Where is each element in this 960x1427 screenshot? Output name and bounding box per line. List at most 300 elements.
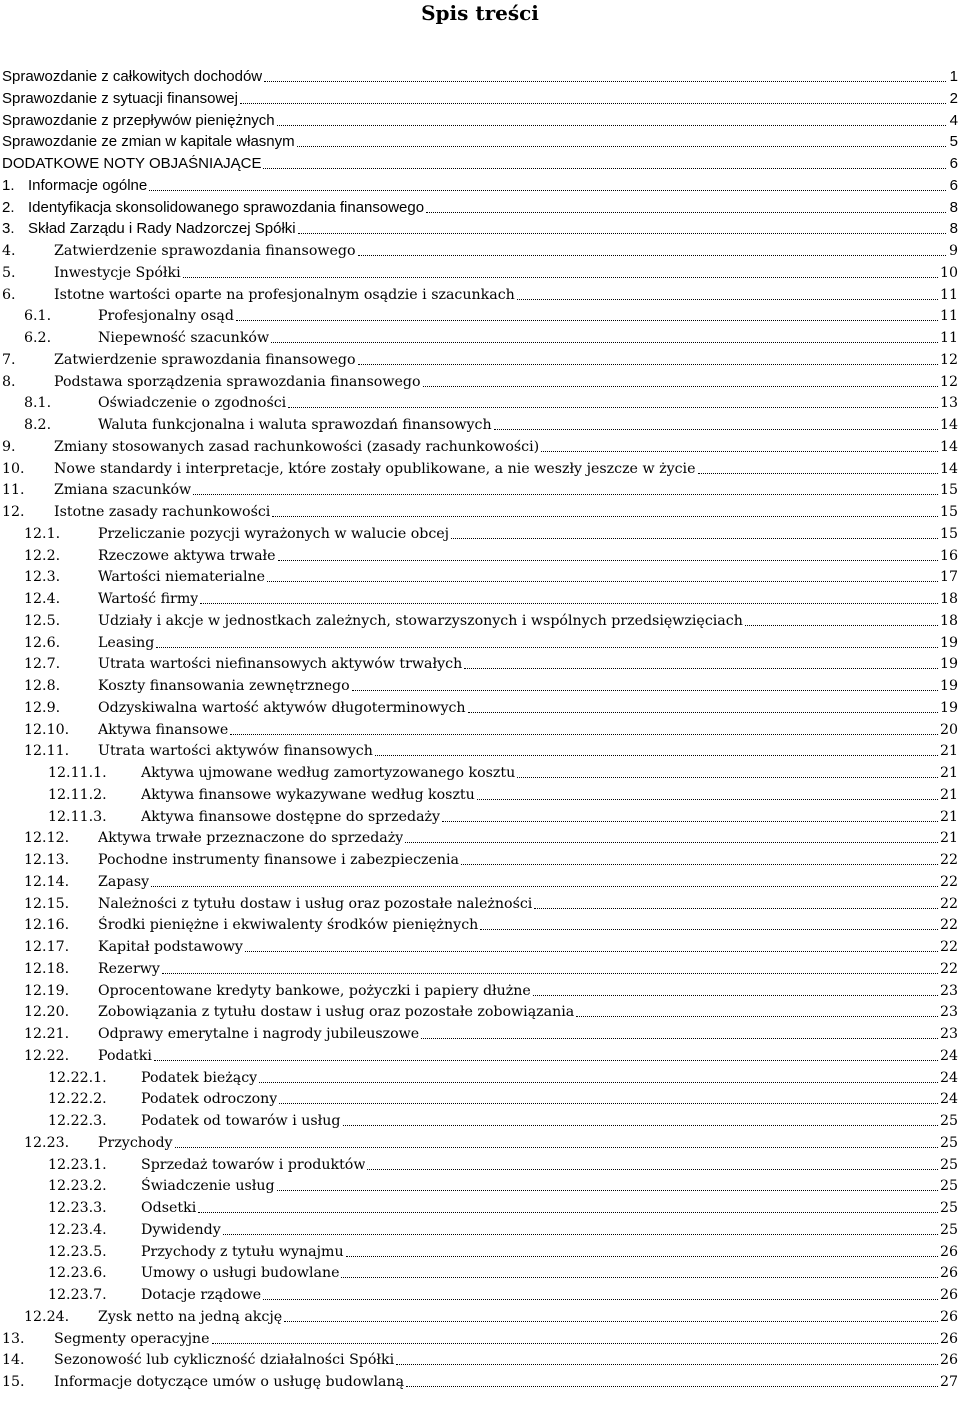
toc-entry[interactable]	[0, 738, 960, 760]
toc-entry-title: Aktywa trwałe przeznaczone do sprzedaży	[98, 830, 404, 847]
dot-leader	[534, 908, 938, 909]
toc-entry-number: 12.1.	[24, 525, 61, 542]
toc-entry[interactable]	[0, 129, 960, 151]
toc-entry-title: Informacje dotyczące umów o usługę budowlaną	[54, 1374, 405, 1390]
toc-entry[interactable]	[0, 1108, 960, 1130]
toc-entry[interactable]	[0, 1239, 960, 1261]
toc-entry-number: 6.2.	[24, 330, 52, 346]
toc-entry-title: Podatek odroczony	[141, 1091, 278, 1108]
toc-entry-page: 12	[939, 373, 958, 390]
toc-entry-title: Umowy o usługi budowlane	[141, 1265, 340, 1282]
toc-entry-page: 20	[939, 721, 958, 738]
dot-leader	[278, 560, 938, 561]
toc-entry-page: 26	[939, 1330, 958, 1347]
toc-entry-number: 6.	[2, 286, 16, 303]
dot-leader	[277, 1190, 938, 1191]
toc-entry-title: Utrata wartości aktywów finansowych	[98, 743, 373, 760]
toc-entry-title: Skład Zarządu i Rady Nadzorczej Spółki	[28, 220, 296, 238]
dot-leader	[343, 1125, 938, 1126]
toc-entry-page: 22	[939, 873, 958, 890]
toc-entry-title: Oprocentowane kredyty bankowe, pożyczki i papiery dłużne	[98, 982, 531, 999]
toc-entry-title: Segmenty operacyjne	[54, 1330, 210, 1347]
toc-entry-title: Zmiana szacunków	[54, 482, 192, 499]
toc-entry-number: 12.18.	[24, 960, 70, 977]
toc-entry[interactable]	[0, 390, 960, 412]
toc-entry-number: 12.23.2.	[48, 1178, 107, 1195]
toc-entry[interactable]	[0, 303, 960, 325]
toc-entry[interactable]	[0, 695, 960, 717]
toc-entry[interactable]	[0, 151, 960, 173]
toc-entry-page: 22	[939, 960, 958, 977]
toc-entry-title: Dywidendy	[141, 1221, 221, 1238]
toc-entry-page: 24	[939, 1091, 958, 1108]
toc-entry-title: Koszty finansowania zewnętrznego	[98, 678, 350, 694]
toc-entry-number: 12.22.3.	[48, 1113, 107, 1129]
toc-entry-number: 8.2.	[24, 417, 52, 433]
toc-entry-title: Odzyskiwalna wartość aktywów długoterminowych	[98, 699, 466, 716]
toc-entry-title: Zatwierdzenie sprawozdania finansowego	[54, 243, 356, 259]
dot-leader	[193, 494, 938, 495]
toc-entry-number: 12.23.3.	[48, 1200, 107, 1216]
toc-entry[interactable]	[0, 347, 960, 369]
toc-entry-page: 23	[939, 982, 958, 999]
toc-entry[interactable]	[0, 869, 960, 891]
toc-entry[interactable]	[0, 456, 960, 478]
toc-entry-title: Zobowiązania z tytułu dostaw i usług oraz pozostałe zobowiązania	[98, 1004, 575, 1021]
dot-leader	[279, 1103, 938, 1104]
toc-entry-page: 26	[939, 1352, 958, 1369]
toc-entry-page: 6	[949, 176, 958, 194]
toc-entry-page: 22	[939, 917, 958, 934]
toc-entry-title: DODATKOWE NOTY OBJAŚNIAJĄCE	[2, 155, 262, 172]
toc-entry-page: 21	[939, 830, 958, 847]
dot-leader	[423, 386, 938, 387]
toc-entry[interactable]	[0, 804, 960, 826]
toc-entry[interactable]	[0, 543, 960, 565]
toc-entry-title: Aktywa ujmowane według zamortyzowanego kosztu	[141, 765, 516, 781]
toc-entry[interactable]	[0, 564, 960, 586]
toc-entry-number: 12.23.7.	[48, 1287, 107, 1303]
toc-entry-page: 18	[939, 612, 958, 629]
dot-leader	[464, 668, 938, 669]
toc-entry-page: 17	[939, 569, 958, 586]
toc-entry[interactable]	[0, 86, 960, 108]
dot-leader	[198, 1212, 938, 1213]
toc-entry[interactable]	[0, 673, 960, 695]
dot-leader	[480, 929, 938, 930]
dot-leader	[183, 277, 938, 278]
toc-entry-page: 27	[939, 1374, 958, 1390]
toc-entry-number: 12.10.	[24, 721, 70, 738]
toc-entry[interactable]	[0, 760, 960, 782]
dot-leader	[288, 407, 938, 408]
toc-entry[interactable]	[0, 1086, 960, 1108]
dot-leader	[576, 1016, 938, 1017]
toc-entry-number: 12.23.5.	[48, 1243, 107, 1260]
dot-leader	[175, 1147, 938, 1148]
toc-entry-number: 4.	[2, 243, 16, 259]
dot-leader	[284, 1321, 938, 1322]
toc-entry-title: Rezerwy	[98, 960, 160, 977]
page-title: Spis treści	[421, 1, 539, 25]
toc-entry-number: 15.	[2, 1374, 25, 1390]
toc-entry-title: Aktywa finansowe	[98, 721, 229, 738]
toc-entry-page: 19	[939, 656, 958, 673]
toc-entry[interactable]	[0, 1347, 960, 1369]
toc-entry[interactable]	[0, 1173, 960, 1195]
toc-entry-title: Aktywa finansowe dostępne do sprzedaży	[141, 808, 441, 825]
toc-entry-page: 23	[939, 1004, 958, 1021]
toc-entry[interactable]	[0, 1130, 960, 1152]
toc-entry-number: 12.	[2, 504, 25, 520]
toc-entry-number: 7.	[2, 351, 16, 368]
toc-entry-number: 12.5.	[24, 612, 61, 629]
toc-entry-number: 12.22.1.	[48, 1069, 107, 1086]
toc-entry-title: Istotne wartości oparte na profesjonalnym osądzie i szacunkach	[54, 286, 515, 303]
toc-entry-number: 12.23.1.	[48, 1156, 107, 1173]
toc-entry-title: Informacje ogólne	[28, 176, 148, 194]
toc-entry-page: 25	[939, 1178, 958, 1195]
dot-leader	[298, 233, 946, 234]
toc-entry-title: Zmiany stosowanych zasad rachunkowości (zasady rachunkowości)	[54, 438, 540, 455]
dot-leader	[451, 538, 938, 539]
toc-entry-page: 26	[939, 1308, 958, 1325]
toc-entry-number: 12.6.	[24, 634, 61, 651]
dot-leader	[200, 603, 938, 604]
toc-entry[interactable]	[0, 1152, 960, 1174]
toc-entry-page: 21	[939, 765, 958, 781]
toc-entry-title: Sprawozdanie z całkowitych dochodów	[2, 68, 263, 85]
dot-leader	[272, 516, 938, 517]
toc-entry[interactable]	[0, 912, 960, 934]
toc-entry[interactable]	[0, 521, 960, 543]
toc-entry-page: 22	[939, 852, 958, 868]
toc-entry-page: 11	[939, 286, 958, 303]
toc-entry-page: 14	[939, 460, 958, 477]
toc-entry-number: 12.3.	[24, 569, 61, 586]
toc-entry-number: 12.14.	[24, 873, 70, 890]
dot-leader	[346, 1256, 938, 1257]
dot-leader	[277, 125, 946, 126]
dot-leader	[271, 342, 938, 343]
toc-entry[interactable]	[0, 477, 960, 499]
toc-entry-page: 25	[939, 1156, 958, 1173]
toc-entry-title: Sprawozdanie z sytuacji finansowej	[2, 89, 238, 107]
toc-entry-title: Oświadczenie o zgodności	[98, 395, 287, 412]
toc-entry-number: 12.22.	[24, 1047, 70, 1064]
toc-entry-page: 19	[939, 634, 958, 651]
toc-entry[interactable]	[0, 1195, 960, 1217]
toc-entry-page: 18	[939, 591, 958, 607]
toc-entry[interactable]	[0, 434, 960, 456]
toc-entry-page: 25	[939, 1221, 958, 1238]
toc-entry-number: 12.11.2.	[48, 786, 107, 803]
toc-entry-page: 23	[939, 1026, 958, 1042]
toc-entry-page: 5	[949, 133, 958, 151]
toc-entry[interactable]	[0, 1260, 960, 1282]
toc-entry-page: 15	[939, 504, 958, 520]
toc-entry-number: 1.	[2, 176, 15, 194]
toc-entry-title: Przychody z tytułu wynajmu	[141, 1243, 344, 1260]
toc-entry-page: 19	[939, 678, 958, 694]
toc-entry-title: Sprawozdanie z przepływów pieniężnych	[2, 111, 275, 129]
dot-leader	[745, 625, 938, 626]
toc-entry-page: 9	[948, 243, 958, 259]
toc-entry-title: Inwestycje Spółki	[54, 264, 181, 281]
toc-entry-number: 12.23.	[24, 1134, 70, 1151]
dot-leader	[151, 886, 938, 887]
dot-leader	[223, 1234, 938, 1235]
toc-entry-page: 19	[939, 699, 958, 716]
toc-entry-title: Utrata wartości niefinansowych aktywów trwałych	[98, 656, 463, 673]
toc-entry-number: 12.19.	[24, 982, 70, 999]
toc-entry-title: Środki pieniężne i ekwiwalenty środków pieniężnych	[98, 917, 479, 934]
toc-entry-page: 26	[939, 1243, 958, 1260]
toc-entry-title: Zatwierdzenie sprawozdania finansowego	[54, 351, 356, 368]
toc-entry-number: 6.1.	[24, 308, 52, 325]
toc-entry-title: Przychody	[98, 1134, 173, 1151]
dot-leader	[236, 320, 938, 321]
toc-entry-page: 6	[949, 155, 958, 172]
toc-entry[interactable]	[0, 978, 960, 1000]
toc-entry[interactable]	[0, 1021, 960, 1043]
toc-entry-page: 24	[939, 1047, 958, 1064]
toc-entry[interactable]	[0, 651, 960, 673]
toc-entry-title: Odprawy emerytalne i nagrody jubileuszowe	[98, 1026, 420, 1042]
toc-entry-number: 10.	[2, 460, 25, 477]
toc-entry-title: Dotacje rządowe	[141, 1287, 262, 1303]
toc-entry-number: 13.	[2, 1330, 25, 1347]
toc-entry-title: Aktywa finansowe wykazywane według kosztu	[141, 786, 475, 803]
toc-entry-title: Podatek bieżący	[141, 1069, 258, 1086]
toc-entry-page: 16	[939, 547, 958, 564]
toc-entry-title: Udziały i akcje w jednostkach zależnych, stowarzyszonych i wspólnych przedsięwzięciach	[98, 612, 743, 629]
dot-leader	[212, 1343, 938, 1344]
toc-entry-page: 25	[939, 1134, 958, 1151]
dot-leader	[156, 647, 938, 648]
toc-entry-title: Podatek od towarów i usług	[141, 1113, 341, 1129]
toc-entry-number: 12.7.	[24, 656, 61, 673]
toc-entry[interactable]	[0, 891, 960, 913]
toc-entry-title: Odsetki	[141, 1200, 197, 1216]
toc-entry[interactable]	[0, 1326, 960, 1348]
dot-leader	[263, 1299, 938, 1300]
toc-entry-page: 1	[949, 68, 958, 85]
toc-entry[interactable]	[0, 260, 960, 282]
toc-entry[interactable]	[0, 108, 960, 130]
dot-leader	[358, 364, 938, 365]
dot-leader	[477, 799, 938, 800]
toc-entry-title: Podatki	[98, 1047, 152, 1064]
toc-entry-title: Sezonowość lub cykliczność działalności Spółki	[54, 1352, 395, 1369]
toc-entry[interactable]	[0, 238, 960, 260]
toc-entry[interactable]	[0, 1282, 960, 1304]
toc-entry-number: 3.	[2, 220, 15, 238]
toc-entry-page: 25	[939, 1113, 958, 1129]
toc-entry-number: 12.16.	[24, 917, 70, 934]
toc-entry[interactable]	[0, 782, 960, 804]
dot-leader	[405, 842, 938, 843]
toc-entry-number: 12.2.	[24, 547, 61, 564]
toc-entry-number: 12.23.4.	[48, 1221, 107, 1238]
dot-leader	[162, 973, 938, 974]
toc-entry[interactable]	[0, 195, 960, 217]
toc-entry-title: Zysk netto na jedną akcję	[98, 1308, 283, 1325]
toc-entry-number: 5.	[2, 264, 16, 281]
toc-entry-title: Wartość firmy	[98, 591, 199, 607]
toc-entry[interactable]	[0, 956, 960, 978]
dot-leader	[517, 299, 938, 300]
toc-entry-page: 14	[939, 417, 958, 433]
toc-entry-number: 12.11.3.	[48, 808, 107, 825]
toc-entry-page: 11	[939, 330, 958, 346]
dot-leader	[341, 1277, 937, 1278]
toc-entry[interactable]	[0, 630, 960, 652]
toc-entry-number: 12.4.	[24, 591, 61, 607]
toc-entry-number: 12.11.	[24, 743, 70, 760]
toc-entry-title: Należności z tytułu dostaw i usług oraz pozostałe należności	[98, 895, 533, 912]
dot-leader	[297, 146, 946, 147]
toc-entry-page: 21	[939, 786, 958, 803]
toc-entry-page: 12	[939, 351, 958, 368]
dot-leader	[426, 212, 946, 213]
dot-leader	[406, 1386, 938, 1387]
toc-entry-title: Wartości niematerialne	[98, 569, 266, 586]
toc-entry-title: Przeliczanie pozycji wyrażonych w walucie obcej	[98, 525, 450, 542]
toc-entry[interactable]	[0, 1043, 960, 1065]
dot-leader	[461, 864, 938, 865]
toc-entry-number: 12.20.	[24, 1004, 70, 1021]
toc-entry[interactable]	[0, 608, 960, 630]
toc-entry[interactable]	[0, 934, 960, 956]
dot-leader	[533, 995, 938, 996]
dot-leader	[468, 712, 938, 713]
toc-entry-number: 12.12.	[24, 830, 70, 847]
toc-entry-title: Pochodne instrumenty finansowe i zabezpieczenia	[98, 852, 460, 868]
toc-entry[interactable]	[0, 216, 960, 238]
toc-entry-page: 8	[949, 220, 958, 238]
toc-entry-title: Leasing	[98, 634, 155, 651]
dot-leader	[267, 581, 938, 582]
toc-entry-title: Sprawozdanie ze zmian w kapitale własnym	[2, 133, 295, 151]
toc-entry[interactable]	[0, 412, 960, 434]
toc-entry-title: Niepewność szacunków	[98, 330, 270, 346]
toc-entry-number: 8.1.	[24, 395, 52, 412]
toc-entry-number: 12.15.	[24, 895, 70, 912]
toc-entry-number: 14.	[2, 1352, 25, 1369]
dot-leader	[149, 190, 946, 191]
toc-entry-page: 13	[939, 395, 958, 412]
toc-entry-page: 21	[939, 743, 958, 760]
toc-entry-page: 8	[949, 198, 958, 216]
toc-entry[interactable]	[0, 325, 960, 347]
toc-entry-page: 21	[939, 808, 958, 825]
toc-entry-title: Podstawa sporządzenia sprawozdania finansowego	[54, 373, 421, 390]
toc-entry-number: 12.13.	[24, 852, 70, 868]
toc-entry-title: Nowe standardy i interpretacje, które zostały opublikowane, a nie weszły jeszcze w życie	[54, 460, 696, 477]
toc-entry-page: 10	[939, 264, 958, 281]
toc-entry-number: 12.8.	[24, 678, 61, 694]
toc-entry[interactable]	[0, 173, 960, 195]
toc-entry-page: 26	[939, 1287, 958, 1303]
dot-leader	[396, 1364, 938, 1365]
dot-leader	[375, 755, 938, 756]
toc-entry-title: Kapitał podstawowy	[98, 939, 243, 955]
toc-entry[interactable]	[0, 282, 960, 304]
dot-leader	[352, 690, 938, 691]
toc-entry[interactable]	[0, 1369, 960, 1391]
dot-leader	[230, 734, 938, 735]
toc-entry-number: 8.	[2, 373, 16, 390]
toc-entry[interactable]	[0, 499, 960, 521]
dot-leader	[358, 255, 946, 256]
toc-entry-title: Profesjonalny osąd	[98, 308, 234, 325]
toc-entry-title: Zapasy	[98, 873, 150, 890]
toc-entry-page: 15	[939, 482, 958, 499]
toc-entry-page: 22	[939, 895, 958, 912]
toc-entry-title: Świadczenie usług	[141, 1178, 275, 1195]
toc-entry-title: Identyfikacja skonsolidowanego sprawozdania finansowego	[28, 198, 425, 216]
dot-leader	[517, 777, 938, 778]
toc-entry-title: Waluta funkcjonalna i waluta sprawozdań finansowych	[98, 417, 492, 433]
dot-leader	[698, 473, 938, 474]
dot-leader	[154, 1060, 938, 1061]
toc-entry-page: 15	[939, 525, 958, 542]
toc-entry[interactable]	[0, 847, 960, 869]
toc-entry-page: 14	[939, 438, 958, 455]
toc-entry-number: 12.22.2.	[48, 1091, 107, 1108]
toc-entry[interactable]	[0, 999, 960, 1021]
toc-entry-number: 12.24.	[24, 1308, 70, 1325]
toc-entry-number: 9.	[2, 438, 16, 455]
dot-leader	[421, 1038, 938, 1039]
toc-entry[interactable]	[0, 586, 960, 608]
toc-entry[interactable]	[0, 1065, 960, 1087]
toc-entry-number: 12.21.	[24, 1026, 70, 1042]
toc-entry-number: 12.11.1.	[48, 765, 107, 781]
dot-leader	[442, 821, 938, 822]
dot-leader	[263, 168, 946, 169]
toc-entry-number: 12.17.	[24, 939, 70, 955]
dot-leader	[541, 451, 938, 452]
dot-leader	[240, 103, 946, 104]
toc-entry[interactable]	[0, 1217, 960, 1239]
toc-entry-number: 12.23.6.	[48, 1265, 107, 1282]
toc-entry-number: 12.9.	[24, 699, 61, 716]
toc-entry-page: 4	[949, 111, 958, 129]
toc-entry-page: 25	[939, 1200, 958, 1216]
toc-entry-title: Istotne zasady rachunkowości	[54, 504, 271, 520]
toc-entry-page: 11	[939, 308, 958, 325]
dot-leader	[494, 429, 938, 430]
dot-leader	[264, 81, 946, 82]
dot-leader	[245, 951, 938, 952]
toc-entry[interactable]	[0, 717, 960, 739]
dot-leader	[259, 1082, 938, 1083]
dot-leader	[367, 1169, 937, 1170]
toc-entry-number: 2.	[2, 198, 15, 216]
toc-entry-page: 22	[939, 939, 958, 955]
toc-entry[interactable]	[0, 64, 960, 86]
toc-entry-page: 26	[939, 1265, 958, 1282]
toc-entry-page: 24	[939, 1069, 958, 1086]
toc-entry-page: 2	[949, 89, 958, 107]
toc-entry-title: Rzeczowe aktywa trwałe	[98, 547, 276, 564]
toc-entry[interactable]	[0, 369, 960, 391]
toc-entry[interactable]	[0, 1304, 960, 1326]
toc-entry[interactable]	[0, 825, 960, 847]
toc-entry-number: 11.	[2, 482, 25, 499]
